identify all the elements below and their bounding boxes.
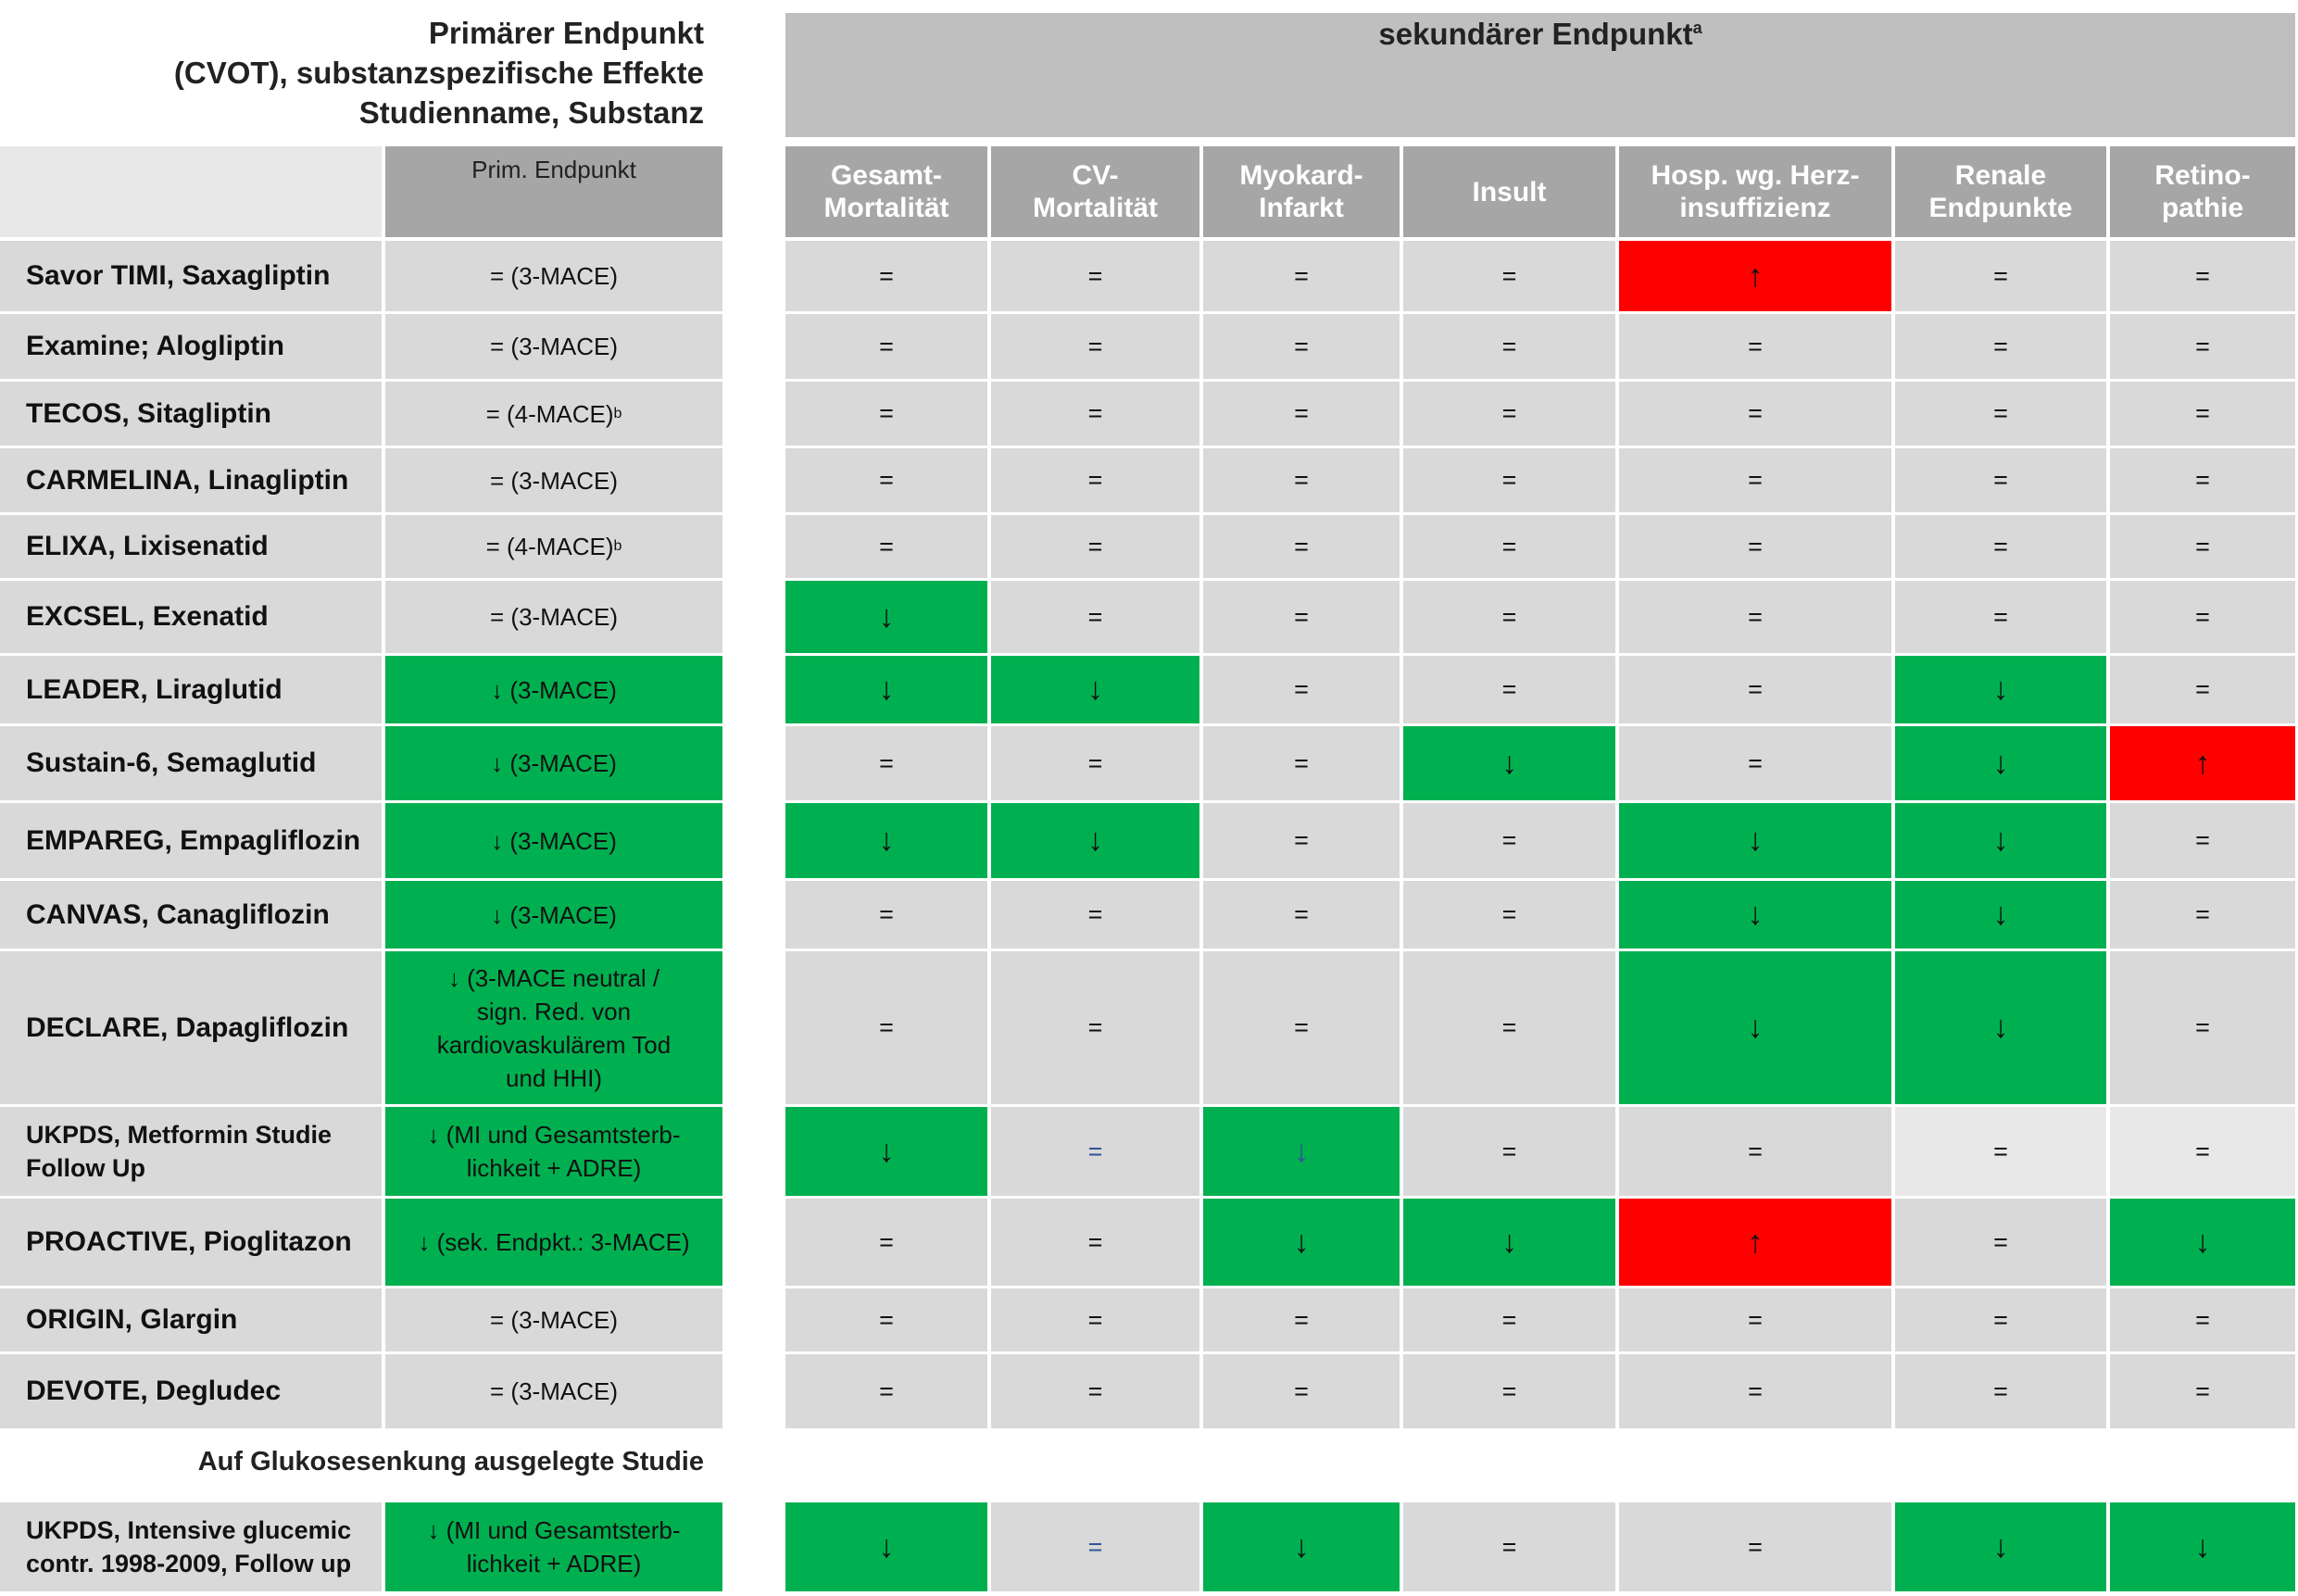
neutral-cell: =	[1895, 1354, 2106, 1428]
neutral-cell: =	[785, 951, 987, 1104]
study-name: DEVOTE, Degludec	[0, 1354, 382, 1428]
neutral-cell: =	[1403, 515, 1615, 578]
column-header-4: Insult	[1403, 146, 1615, 237]
left-header	[0, 13, 704, 132]
study-name: DECLARE, Dapagliflozin	[0, 951, 382, 1104]
neutral-cell: =	[1403, 382, 1615, 446]
arrow-down-icon: ↓	[1895, 881, 2106, 949]
neutral-cell: =	[2110, 382, 2295, 446]
primary-endpoint-text: = (4-MACE)	[485, 399, 614, 428]
arrow-up-icon: ↑	[2110, 726, 2295, 800]
arrow-down-icon: ↓	[1895, 656, 2106, 723]
neutral-cell: =	[785, 881, 987, 949]
arrow-down-icon: ↓	[785, 1502, 987, 1591]
neutral-cell: =	[991, 1502, 1199, 1591]
neutral-cell: =	[2110, 314, 2295, 379]
study-name: EXCSEL, Exenatid	[0, 581, 382, 653]
primary-endpoint-text: = (3-MACE)	[490, 333, 618, 360]
primary-endpoint-text: = (3-MACE)	[490, 262, 618, 290]
neutral-cell: =	[1203, 314, 1400, 379]
primary-endpoint-text: = (4-MACE)	[485, 533, 614, 560]
neutral-cell: =	[1403, 656, 1615, 723]
neutral-cell: =	[991, 951, 1199, 1104]
arrow-down-icon: ↓	[785, 803, 987, 878]
arrow-down-icon: ↓	[1403, 1199, 1615, 1286]
primary-endpoint-text: ↓ (3-MACE)	[491, 675, 617, 704]
neutral-cell: =	[1203, 1354, 1400, 1428]
neutral-cell: =	[1619, 314, 1891, 379]
primary-endpoint	[385, 1354, 722, 1428]
primary-endpoint-text: ↓ (MI und Gesamtsterb- lichkeit + ADRE)	[427, 1121, 681, 1182]
arrow-down-icon: ↓	[1895, 726, 2106, 800]
neutral-cell: =	[991, 881, 1199, 949]
primary-endpoint	[385, 314, 722, 379]
study-name: LEADER, Liraglutid	[0, 656, 382, 723]
arrow-down-icon: ↓	[1203, 1107, 1400, 1196]
neutral-cell: =	[1203, 881, 1400, 949]
neutral-cell: =	[991, 314, 1199, 379]
neutral-cell: =	[2110, 1354, 2295, 1428]
primary-endpoint-text: ↓ (3-MACE)	[491, 900, 617, 929]
neutral-cell: =	[1619, 1288, 1891, 1351]
neutral-cell: =	[1619, 382, 1891, 446]
neutral-cell: =	[1619, 1354, 1891, 1428]
study-name: Savor TIMI, Saxagliptin	[0, 241, 382, 311]
neutral-cell: =	[1403, 581, 1615, 653]
arrow-down-icon: ↓	[785, 656, 987, 723]
neutral-cell: =	[1403, 241, 1615, 311]
arrow-down-icon: ↓	[2110, 1199, 2295, 1286]
name-column-header	[0, 146, 382, 237]
neutral-cell: =	[2110, 448, 2295, 512]
arrow-down-icon: ↓	[1895, 951, 2106, 1104]
primary-endpoint-text: ↓ (sek. Endpkt.: 3-MACE)	[418, 1228, 690, 1256]
primary-endpoint	[385, 726, 722, 800]
neutral-cell: =	[1895, 382, 2106, 446]
neutral-cell: =	[1619, 581, 1891, 653]
arrow-down-icon: ↓	[991, 656, 1199, 723]
primary-endpoint-text: ↓ (MI und Gesamtsterb- lichkeit + ADRE)	[427, 1516, 681, 1577]
neutral-cell: =	[1203, 241, 1400, 311]
primary-endpoint	[385, 382, 722, 446]
neutral-cell: =	[1403, 951, 1615, 1104]
arrow-down-icon: ↓	[1619, 951, 1891, 1104]
primary-endpoint	[385, 951, 722, 1104]
section-label: Auf Glukosesenkung ausgelegte Studie	[197, 1447, 704, 1477]
column-header-5: Hosp. wg. Herz- insuffizienz	[1619, 146, 1891, 237]
neutral-cell: =	[1403, 1502, 1615, 1591]
neutral-cell: =	[1403, 314, 1615, 379]
neutral-cell: =	[991, 1199, 1199, 1286]
neutral-cell: =	[991, 382, 1199, 446]
neutral-cell: =	[991, 726, 1199, 800]
primary-endpoint	[385, 581, 722, 653]
primary-endpoint	[385, 803, 722, 878]
neutral-cell: =	[1895, 1288, 2106, 1351]
neutral-cell: =	[1895, 448, 2106, 512]
neutral-cell: =	[785, 515, 987, 578]
arrow-down-icon: ↓	[1203, 1199, 1400, 1286]
neutral-cell: =	[1895, 1199, 2106, 1286]
study-name: EMPAREG, Empagliflozin	[0, 803, 382, 878]
study-name: ORIGIN, Glargin	[0, 1288, 382, 1351]
column-header-3: Myokard- Infarkt	[1203, 146, 1400, 237]
neutral-cell: =	[991, 241, 1199, 311]
arrow-down-icon: ↓	[991, 803, 1199, 878]
primary-endpoint-text: = (3-MACE)	[490, 466, 618, 495]
study-name: Sustain-6, Semaglutid	[0, 726, 382, 800]
neutral-cell: =	[1203, 515, 1400, 578]
neutral-cell: =	[1203, 656, 1400, 723]
primary-endpoint	[385, 448, 722, 512]
neutral-cell: =	[1403, 1288, 1615, 1351]
neutral-cell: =	[2110, 881, 2295, 949]
neutral-cell: =	[2110, 1107, 2295, 1196]
neutral-cell: =	[785, 241, 987, 311]
neutral-cell: =	[991, 1288, 1199, 1351]
neutral-cell: =	[785, 382, 987, 446]
neutral-cell: =	[785, 1199, 987, 1286]
prim-column-header: Prim. Endpunkt	[385, 146, 722, 237]
primary-endpoint-footnote: b	[613, 405, 622, 421]
arrow-down-icon: ↓	[1895, 1502, 2106, 1591]
primary-endpoint-text: = (3-MACE)	[490, 1377, 618, 1405]
neutral-cell: =	[2110, 1288, 2295, 1351]
primary-endpoint-footnote: b	[613, 538, 622, 554]
primary-endpoint-text: ↓ (3-MACE)	[491, 826, 617, 855]
column-header-2: CV- Mortalität	[991, 146, 1199, 237]
neutral-cell: =	[1403, 881, 1615, 949]
secondary-header-text: sekundärer Endpunkt	[1378, 17, 1693, 51]
neutral-cell: =	[991, 581, 1199, 653]
column-header-1: Gesamt- Mortalität	[785, 146, 987, 237]
primary-endpoint-text: ↓ (3-MACE)	[491, 749, 617, 777]
neutral-cell: =	[1895, 581, 2106, 653]
study-name: Examine; Alogliptin	[0, 314, 382, 379]
neutral-cell: =	[991, 515, 1199, 578]
primary-endpoint	[385, 656, 722, 723]
neutral-cell: =	[1619, 515, 1891, 578]
neutral-cell: =	[1619, 726, 1891, 800]
neutral-cell: =	[1895, 314, 2106, 379]
primary-endpoint-text: = (3-MACE)	[490, 603, 618, 631]
arrow-down-icon: ↓	[1619, 803, 1891, 878]
arrow-up-icon: ↑	[1619, 1199, 1891, 1286]
study-name: CARMELINA, Linagliptin	[0, 448, 382, 512]
primary-endpoint-text: ↓ (3-MACE neutral / sign. Red. von kardiovaskulärem Tod und HHI)	[436, 963, 672, 1092]
neutral-cell: =	[1619, 448, 1891, 512]
neutral-cell: =	[785, 1354, 987, 1428]
neutral-cell: =	[785, 448, 987, 512]
study-name: CANVAS, Canagliflozin	[0, 881, 382, 949]
secondary-header-title	[785, 17, 2295, 52]
neutral-cell: =	[1895, 241, 2106, 311]
secondary-header-sup: a	[1692, 19, 1702, 37]
primary-endpoint-text: = (3-MACE)	[490, 1306, 618, 1334]
column-header-6: Renale Endpunkte	[1895, 146, 2106, 237]
neutral-cell: =	[2110, 656, 2295, 723]
left-header-line-1: Primärer Endpunkt	[428, 16, 704, 50]
primary-endpoint	[385, 1288, 722, 1351]
arrow-up-icon: ↑	[1619, 241, 1891, 311]
primary-endpoint	[385, 241, 722, 311]
neutral-cell: =	[2110, 951, 2295, 1104]
primary-endpoint	[385, 881, 722, 949]
neutral-cell: =	[2110, 515, 2295, 578]
arrow-down-icon: ↓	[785, 581, 987, 653]
neutral-cell: =	[785, 1288, 987, 1351]
neutral-cell: =	[1619, 1107, 1891, 1196]
neutral-cell: =	[785, 726, 987, 800]
primary-endpoint	[385, 1199, 722, 1286]
neutral-cell: =	[1203, 382, 1400, 446]
study-name: UKPDS, Metformin Studie Follow Up	[0, 1107, 382, 1196]
neutral-cell: =	[785, 314, 987, 379]
arrow-down-icon: ↓	[1203, 1502, 1400, 1591]
arrow-down-icon: ↓	[1403, 726, 1615, 800]
arrow-down-icon: ↓	[1619, 881, 1891, 949]
neutral-cell: =	[991, 448, 1199, 512]
neutral-cell: =	[1203, 1288, 1400, 1351]
study-name: PROACTIVE, Pioglitazon	[0, 1199, 382, 1286]
neutral-cell: =	[1203, 726, 1400, 800]
neutral-cell: =	[1895, 515, 2106, 578]
left-header-line-2: (CVOT), substanzspezifische Effekte	[173, 56, 704, 90]
neutral-cell: =	[2110, 241, 2295, 311]
arrow-down-icon: ↓	[2110, 1502, 2295, 1591]
primary-endpoint	[385, 1502, 722, 1591]
arrow-down-icon: ↓	[1895, 803, 2106, 878]
neutral-cell: =	[2110, 581, 2295, 653]
neutral-cell: =	[1403, 803, 1615, 878]
arrow-down-icon: ↓	[785, 1107, 987, 1196]
neutral-cell: =	[1619, 1502, 1891, 1591]
neutral-cell: =	[1403, 1354, 1615, 1428]
neutral-cell: =	[991, 1354, 1199, 1428]
neutral-cell: =	[1203, 581, 1400, 653]
primary-endpoint	[385, 515, 722, 578]
study-name: TECOS, Sitagliptin	[0, 382, 382, 446]
neutral-cell: =	[1203, 448, 1400, 512]
neutral-cell: =	[1403, 448, 1615, 512]
study-name: ELIXA, Lixisenatid	[0, 515, 382, 578]
neutral-cell: =	[1403, 1107, 1615, 1196]
neutral-cell: =	[2110, 803, 2295, 878]
neutral-cell: =	[1203, 803, 1400, 878]
study-name: UKPDS, Intensive glucemic contr. 1998-2009, Follow up	[0, 1502, 382, 1591]
neutral-cell: =	[1203, 951, 1400, 1104]
left-header-line-3: Studienname, Substanz	[358, 95, 704, 130]
primary-endpoint	[385, 1107, 722, 1196]
neutral-cell: =	[1619, 656, 1891, 723]
neutral-cell: =	[1895, 1107, 2106, 1196]
column-header-7: Retino- pathie	[2110, 146, 2295, 237]
neutral-cell: =	[991, 1107, 1199, 1196]
